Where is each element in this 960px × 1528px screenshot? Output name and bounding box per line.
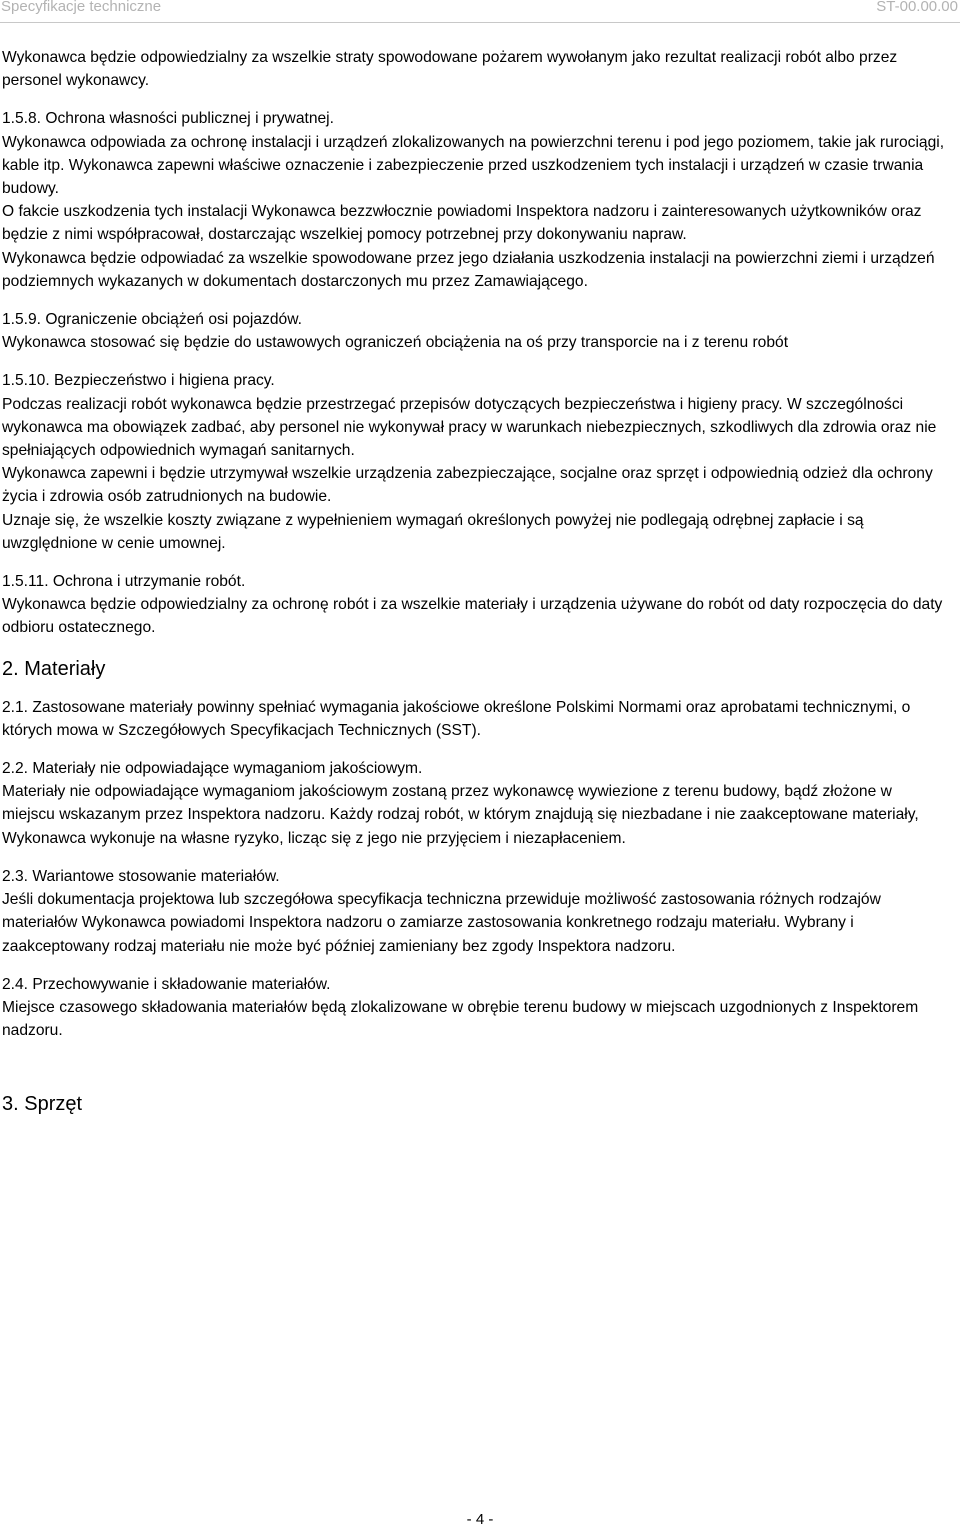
paragraph: Wykonawca zapewni i będzie utrzymywał wszelkie urządzenia zabezpieczające, socjalne oraz sprzęt i odpowiednią odzież dla ochrony życia i zdrowia osób zatrudnionych na budowie. (2, 465, 933, 506)
section-heading: 1.5.8. Ochrona własności publicznej i prywatnej. (2, 110, 334, 128)
paragraph: Wykonawca będzie odpowiedzialny za ochronę robót i za wszelkie materiały i urządzenia używane do robót od daty rozpoczęcia do daty odbioru ostatecznego. (2, 596, 943, 637)
paragraph: Miejsce czasowego składowania materiałów będą zlokalizowane w obrębie terenu budowy w miejscach uzgodnionych z Inspektorem nadzoru. (2, 998, 919, 1040)
section-heading: 2.3. Wariantowe stosowanie materiałów. (2, 867, 280, 885)
page-header (0, 0, 960, 23)
paragraph: Podczas realizacji robót wykonawca będzie przestrzegać przepisów dotyczących bezpieczeństwa i higieny pracy. W szczególności wykonawca ma obowiązek zadbać, aby personel nie wykonywał pracy w warunkach niebezpiecznych, szkodliwych dla zdrowia oraz nie spełniających odpowiednich wymagań sanitarnych. (2, 395, 937, 460)
section-heading: 1.5.10. Bezpieczeństwo i higiena pracy. (2, 372, 275, 390)
paragraph: Wykonawca odpowiada za ochronę instalacji i urządzeń zlokalizowanych na powierzchni terenu i pod jego poziomem, takie jak rurociągi, kable itp. Wykonawca zapewni właściwe oznaczenie i zabezpieczenie przed uszkodzeniem tych instalacji i urządzeń w czasie trwania budowy. (2, 133, 945, 198)
paragraph: Wykonawca będzie odpowiadać za wszelkie spowodowane przez jego działania uszkodzenia instalacji na powierzchni ziemi i urządzeń podziemnych wykazanych w dokumentach dostarczonych mu przez Zamawiającego. (2, 249, 935, 290)
document-code: ST-00.00.00 (876, 0, 958, 15)
page-number: - 4 - (466, 1511, 494, 1528)
paragraph: Uznaje się, że wszelkie koszty związane z wypełnieniem wymagań określonych powyżej nie podlegają odrębnej zapłacie i są uwzględnione w cenie umownej. (2, 511, 864, 552)
paragraph: Wykonawca będzie odpowiedzialny za wszelkie straty spowodowane pożarem wywołanym jako rezultat realizacji robót albo przez personel wykonawcy. (2, 49, 898, 90)
paragraph: O fakcie uszkodzenia tych instalacji Wykonawca bezzwłocznie powiadomi Inspektora nadzoru i zainteresowanych użytkowników oraz będzie z nimi współpracował, dostarczając wszelkiej pomocy potrzebnej przy dokonywaniu napraw. (2, 203, 922, 244)
document-body (2, 46, 947, 1116)
chapter-heading-materials: 2. Materiały (2, 657, 106, 680)
chapter-heading-equipment: 3. Sprzęt (2, 1093, 83, 1116)
paragraph: Wykonawca stosować się będzie do ustawowych ograniczeń obciążenia na oś przy transporcie na i z terenu robót (2, 334, 789, 352)
paragraph: 2.1. Zastosowane materiały powinny spełniać wymagania jakościowe określone Polskimi Normami oraz aprobatami technicznymi, o których mowa w Szczegółowych Specyfikacjach Technicznych (SST). (2, 698, 911, 739)
section-heading: 1.5.9. Ograniczenie obciążeń osi pojazdów. (2, 311, 302, 329)
paragraph: Jeśli dokumentacja projektowa lub szczegółowa specyfikacja techniczna przewiduje możliwość zastosowania różnych rodzajów materiałów Wykonawca powiadomi Inspektora nadzoru o zamiarze zastosowania konkretnego rodzaju materiału. Wybrany i zaakceptowany rodzaj materiału nie może być później zamieniany bez zgody Inspektora nadzoru. (2, 891, 881, 955)
section-heading: 2.2. Materiały nie odpowiadające wymaganiom jakościowym. (2, 760, 423, 778)
section-heading: 2.4. Przechowywanie i składowanie materiałów. (2, 975, 331, 993)
paragraph: Materiały nie odpowiadające wymaganiom jakościowym zostaną przez wykonawcę wywiezione z terenu budowy, bądź złożone w miejscu wskazanym przez Inspektora nadzoru. Każdy rodzaj robót, w którym znajdują się niezbadane i nie zaakceptowane materiały, Wykonawca wykonuje na własne ryzyko, licząc się z jego nie przyjęciem i niezapłaceniem. (2, 783, 919, 847)
section-heading: 1.5.11. Ochrona i utrzymanie robót. (2, 573, 246, 591)
document-title: Specyfikacje techniczne (1, 0, 162, 15)
